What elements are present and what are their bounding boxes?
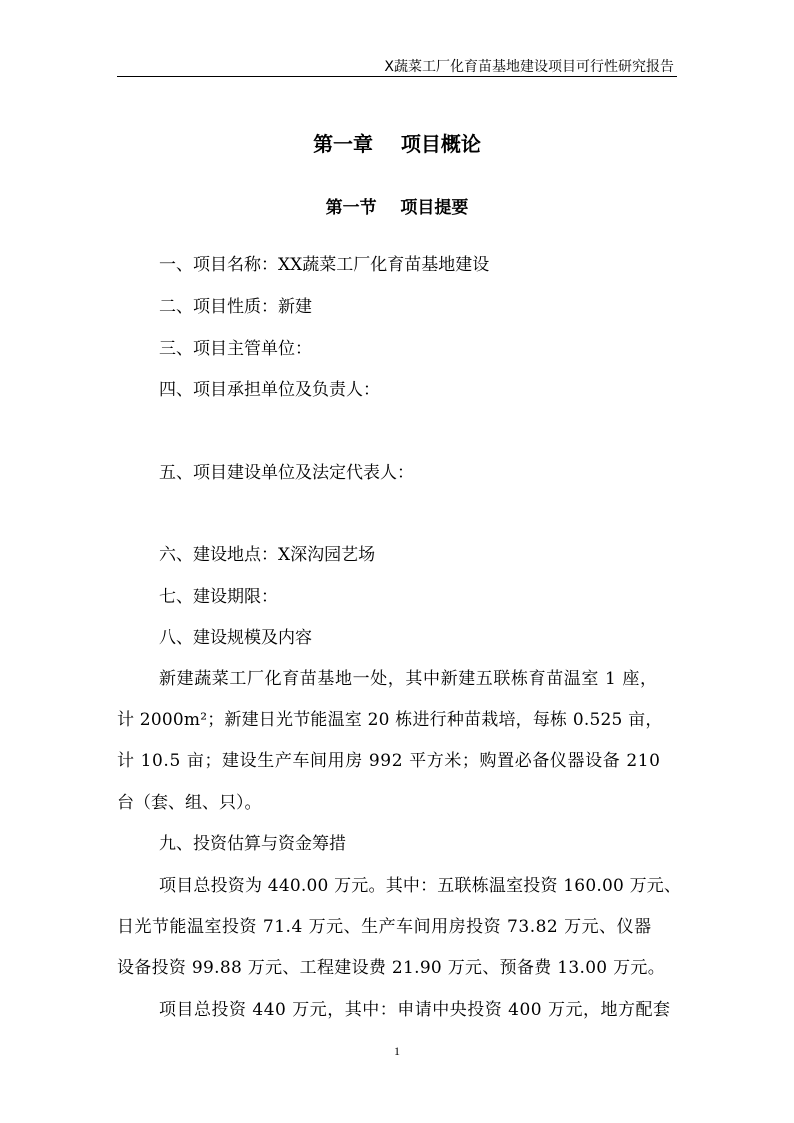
header-title: X蔬菜工厂化育苗基地建设项目可行性研究报告 [384, 59, 674, 75]
item-period: 七、建设期限： [159, 587, 278, 607]
paragraph-line: 项目总投资 440 万元，其中：申请中央投资 400 万元，地方配套 [159, 1000, 671, 1020]
item-scale: 八、建设规模及内容 [159, 628, 312, 648]
paragraph-line: 新建蔬菜工厂化育苗基地一处，其中新建五联栋育苗温室 1 座， [159, 669, 658, 689]
item-supervising-unit: 三、项目主管单位： [159, 339, 312, 359]
paragraph-line: 台（套、组、只）。 [117, 793, 262, 813]
section-title: 第一节 项目提要 [325, 198, 469, 218]
paragraph-line: 计 2000m²；新建日光节能温室 20 栋进行种苗栽培，每栋 0.525 亩， [117, 710, 663, 730]
item-project-nature: 二、项目性质：新建 [159, 297, 312, 317]
paragraph-line: 设备投资 99.88 万元、工程建设费 21.90 万元、预备费 13.00 万元。 [117, 958, 666, 978]
item-investment: 九、投资估算与资金筹措 [159, 834, 346, 854]
paragraph-line: 日光节能温室投资 71.4 万元、生产车间用房投资 73.82 万元、仪器 [117, 917, 652, 937]
item-location: 六、建设地点：X深沟园艺场 [159, 545, 376, 565]
item-construction-unit: 五、项目建设单位及法定代表人： [159, 463, 414, 483]
page-number: 1 [394, 1044, 400, 1058]
item-undertaking-unit: 四、项目承担单位及负责人： [159, 380, 380, 400]
paragraph-line: 项目总投资为 440.00 万元。其中：五联栋温室投资 160.00 万元、 [159, 876, 682, 896]
chapter-title: 第一章 项目概论 [313, 132, 481, 156]
paragraph-line: 计 10.5 亩；建设生产车间用房 992 平方米；购置必备仪器设备 210 [117, 751, 661, 771]
item-project-name: 一、项目名称：XX蔬菜工厂化育苗基地建设 [159, 255, 490, 275]
header-rule [117, 76, 677, 77]
